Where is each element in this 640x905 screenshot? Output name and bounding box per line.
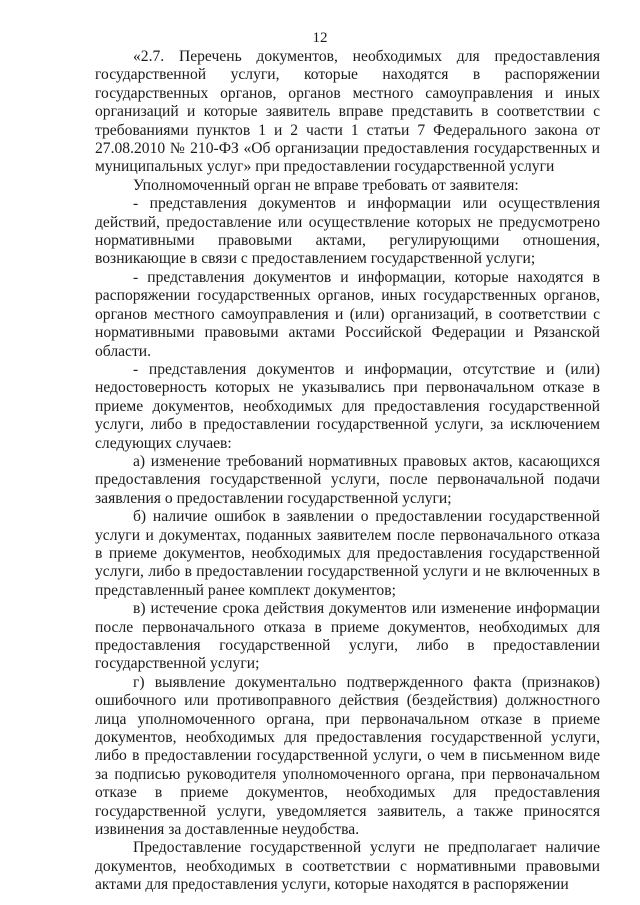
list-item-paragraph: - представления документов и информации, которые находятся в распоряжении государственных органов, иных государственных органов, органов местного самоуправления и (или) организаций, в соответствии с нормативными правовыми актами Российской Федерации и Рязанской области. bbox=[95, 268, 600, 360]
closing-paragraph: Предоставление государственной услуги не предполагает наличие документов, необходимых в соответствии с нормативными правовыми актами для предоставления услуги, которые находятся в распоряжении bbox=[95, 839, 600, 894]
document-body bbox=[95, 48, 600, 895]
section-heading-paragraph: «2.7. Перечень документов, необходимых для предоставления государственной услуги, которые находятся в распоряжении государственных органов, органов местного самоуправления и иных организаций и которые заявитель вправе представить в соответствии с требованиями пунктов 1 и 2 части 1 статьи 7 Федерального закона от 27.08.2010 № 210-ФЗ «Об организации предоставления государственных и муниципальных услуг» при предоставлении государственной услуги bbox=[95, 48, 600, 176]
intro-paragraph: Уполномоченный орган не вправе требовать от заявителя: bbox=[133, 176, 519, 194]
subitem-a-paragraph: а) изменение требований нормативных правовых актов, касающихся предоставления государственной услуги, после первоначальной подачи заявления о предоставлении государственной услуги; bbox=[95, 452, 600, 507]
subitem-g-paragraph: г) выявление документально подтвержденного факта (признаков) ошибочного или противоправного действия (бездействия) должностного лица уполномоченного органа, при первоначальном отказе в приеме документов, необходимых для предоставления государственной услуги, либо в предоставлении государственной услуги, о чем в письменном виде за подписью руководителя уполномоченного органа, при первоначальном отказе в приеме документов, необходимых для предоставления государственной услуги, уведомляется заявитель, а также приносятся извинения за доставленные неудобства. bbox=[95, 673, 600, 839]
list-item-paragraph: - представления документов и информации, отсутствие и (или) недостоверность которых не указывались при первоначальном отказе в приеме документов, необходимых для предоставления государственной услуги, либо в предоставлении государственной услуги, за исключением следующих случаев: bbox=[95, 360, 600, 452]
subitem-b-paragraph: б) наличие ошибок в заявлении о предоставлении государственной услуги и документах, поданных заявителем после первоначального отказа в приеме документов, необходимых для предоставления государственной услуги, либо в предоставлении государственной услуги и не включенных в представленный ранее комплект документов; bbox=[95, 508, 600, 599]
list-item-paragraph: - представления документов и информации или осуществления действий, предоставление или осуществление которых не предусмотрено нормативными правовыми актами, регулирующими отношения, возникающие в связи с предоставлением государственной услуги; bbox=[95, 195, 600, 268]
subitem-v-paragraph: в) истечение срока действия документов или изменение информации после первоначального отказа в приеме документов, необходимых для предоставления государственной услуги, либо в предоставлении государственной услуги; bbox=[95, 600, 600, 673]
page-number: 12 bbox=[312, 30, 328, 46]
